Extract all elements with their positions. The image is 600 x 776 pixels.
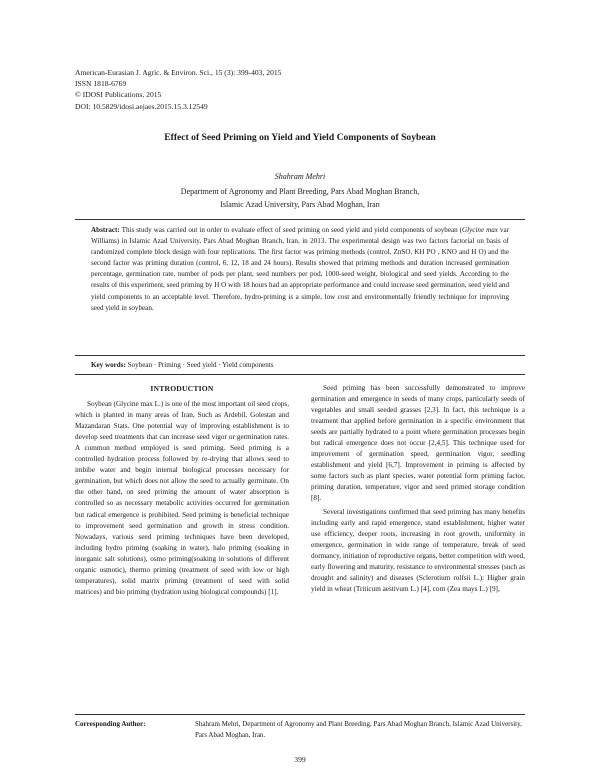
- footer-rule: [75, 714, 525, 715]
- abstract-species: Glycine max: [462, 226, 498, 234]
- abstract: [91, 225, 509, 314]
- section-heading-introduction: INTRODUCTION: [150, 384, 214, 393]
- intro-paragraph-2: Seed priming has been successfully demonstrated to improve germination and emergence in seeds of many crops, particularly seeds of vegetables and small seeded grasses [2,3]. In fact, this technique is a treatment that applied before germination in a specific environment that seeds are partially hydrated to a point where germination processes begin but radical emergence does not occur [2,4,5]. This technique used for improvement of germination speed, germination vigor, seedling establishment and yield [6,7]. Improvement in priming is affected by some factors such as plant species, water potential form priming factor, priming duration, temperature, vigor and seed primed storage condition [8].: [311, 384, 525, 503]
- affiliation-line-1: Department of Agronomy and Plant Breeding, Pars Abad Moghan Branch,: [180, 187, 420, 196]
- journal-citation: American-Eurasian J. Agric. & Environ. Sci., 15 (3): 399-403, 2015: [75, 68, 282, 77]
- issn: ISSN 1818-6769: [75, 79, 127, 89]
- journal-header: [75, 67, 281, 112]
- affiliation: [0, 186, 600, 211]
- abstract-bottom-rule: [75, 355, 525, 356]
- keywords-label: Key words:: [91, 361, 126, 369]
- page-number: 399: [294, 755, 306, 764]
- keywords-text: Soybean · Priming · Seed yield · Yield components: [125, 361, 274, 369]
- left-column: [75, 383, 289, 598]
- abstract-label: Abstract:: [91, 226, 120, 234]
- abstract-top-rule: [75, 219, 525, 220]
- affiliation-line-2: Islamic Azad University, Pars Abad Moghan, Iran: [220, 199, 380, 209]
- abstract-text-2: var Williams) in Islamic Azad University, Pars Abad Moghan Branch, Iran, in 2013. The experimental design was two factors factorial on basis of randomized complete block design with four replications. The first factor was priming methods (control, ZnSO, KH PO , KNO and H O) and the second factor was priming duration (control, 6, 12, 18 and 24 hours). Results showed that priming methods and duration increased germination percentage, germination rate, number of pods per plant, seed numbers per pod, 1000-seed weight, biological and seed yields. According to the results of this experiment, seed priming by H O with 18 hours had an appropriate performance and could increase seed germination, seed yield and yield components to an acceptable level. Therefore, hydro-priming is a simple, low cost and environmentally friendly technique for improving seed yield in soybean.: [91, 226, 509, 312]
- right-column: [311, 383, 525, 595]
- doi: DOI: 10.5829/idosi.aejaes.2015.15.3.12549: [75, 101, 208, 111]
- author-name: Shahram Mehri: [274, 172, 326, 181]
- abstract-text-1: This study was carried out in order to evaluate effect of seed priming on seed yield and yield components of soybean (: [119, 226, 463, 234]
- corresponding-label: Corresponding Author:: [75, 720, 146, 728]
- keywords: [91, 361, 509, 369]
- copyright: © IDOSI Publications, 2015: [75, 90, 162, 100]
- keywords-bottom-rule: [75, 374, 525, 375]
- corresponding-text: Shahram Mehri, Department of Agronomy and Plant Breeding, Pars Abad Moghan Branch, Islamic Azad University, Pars Abad Moghan, Iran.: [195, 720, 522, 739]
- paper-title: Effect of Seed Priming on Yield and Yield Components of Soybean: [164, 132, 436, 143]
- intro-paragraph-3: Several investigations confirmed that seed priming has many benefits including early and rapid emergence, stand establishment, higher water use efficiency, deeper roots, increasing in root growth, uniformity in emergence, germination in wide range of temperature, break of seed dormancy, initiation of reproductive organs, better competition with weed, early flowering and maturity, resistance to environmental stresses (such as drought and salinity) and diseases (Sclerotium rolfsii L.): Higher grain yield in wheat (Triticum aestivum L.) [4], corn (Zea mays L.) [9],: [311, 507, 525, 593]
- intro-paragraph-1: Soybean (Glycine max L.) is one of the most important oil seed crops, which is planted in many areas of Iran, Such as Ardebil, Golestan and Mazandaran Stats. One potential way of improving establishment is to develop seed treatments that can increase seed vigor or germination rates. A common method employed is seed priming. Seed priming is a controlled hydration process followed by re-drying that allows seed to imbibe water and begin internal biological processes necessary for germination, but which does not allow the seed to actually germinate. On the other hand, on seed priming the amount of water absorption is controlled so as necessary metabolic activities occurred for germination but radical emergence is prohibited. Seed priming is beneficial technique to improvement seed germination and growth in stress condition. Nowadays, various seed priming techniques have been developed, including hydro priming (soaking in water), halo priming (soaking in inorganic salt solutions), osmo priming(soaking in solutions of different organic osmotic), thermo priming (treatment of seed with low or high temperatures), solid matrix priming (treatment of seed with solid matrices) and bio priming (hydration using biological compounds) [1].: [75, 400, 290, 596]
